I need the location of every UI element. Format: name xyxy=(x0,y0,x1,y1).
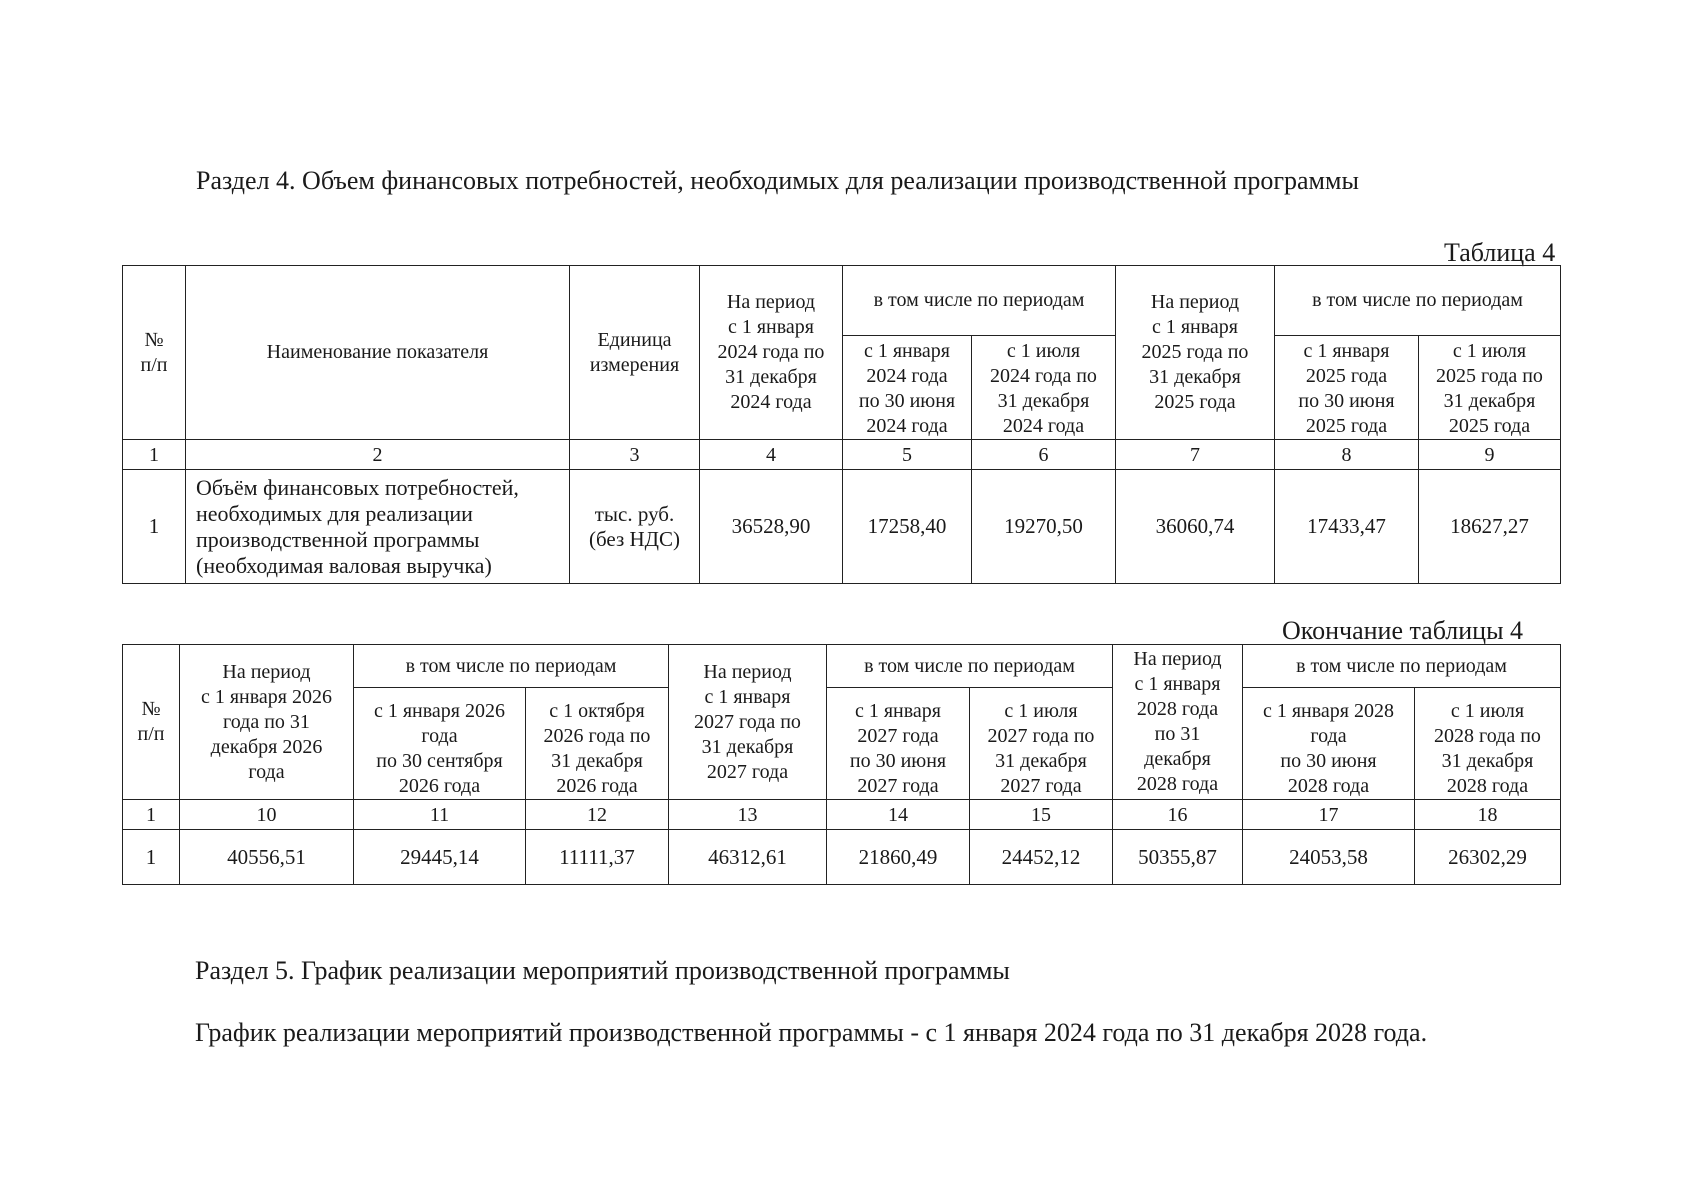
value-2026-b: 11111,37 xyxy=(526,830,669,885)
header-period-2025: На период с 1 января 2025 года по 31 декабря 2025 года xyxy=(1116,266,1275,440)
value-2027: 46312,61 xyxy=(669,830,827,885)
col-number: 5 xyxy=(843,440,972,470)
header-period-2024: На период с 1 января 2024 года по 31 декабря 2024 года xyxy=(700,266,843,440)
section-4-title: Раздел 4. Объем финансовых потребностей, необходимых для реализации производственной программы xyxy=(196,166,1359,195)
col-number: 6 xyxy=(972,440,1116,470)
row-unit: тыс. руб. (без НДС) xyxy=(570,470,700,584)
header-indicator-name: Наименование показателя xyxy=(186,266,570,440)
row-indicator-name: Объём финансовых потребностей, необходимых для реализации производственной программы (необходимая валовая выручка) xyxy=(186,470,570,584)
value-2025-h2: 18627,27 xyxy=(1419,470,1561,584)
header-2025-h2: с 1 июля 2025 года по 31 декабря 2025 года xyxy=(1419,336,1561,440)
header-subperiods-2026: в том числе по периодам xyxy=(354,645,669,688)
table-row xyxy=(123,470,1561,584)
col-number: 8 xyxy=(1275,440,1419,470)
table-row xyxy=(123,830,1561,885)
value-2025-h1: 17433,47 xyxy=(1275,470,1419,584)
col-number: 7 xyxy=(1116,440,1275,470)
header-2027-h1: с 1 января 2027 года по 30 июня 2027 года xyxy=(827,688,970,800)
table-4-caption: Таблица 4 xyxy=(1444,238,1556,267)
row-num: 1 xyxy=(123,470,186,584)
value-2024-h1: 17258,40 xyxy=(843,470,972,584)
col-number: 1 xyxy=(123,800,180,830)
header-2024-h1: с 1 января 2024 года по 30 июня 2024 года xyxy=(843,336,972,440)
col-number: 1 xyxy=(123,440,186,470)
value-2028-h1: 24053,58 xyxy=(1243,830,1415,885)
value-2024: 36528,90 xyxy=(700,470,843,584)
col-number: 15 xyxy=(970,800,1113,830)
header-2028-h2: с 1 июля 2028 года по 31 декабря 2028 года xyxy=(1415,688,1561,800)
header-2028-h1: с 1 января 2028 года по 30 июня 2028 года xyxy=(1243,688,1415,800)
value-2026-a: 29445,14 xyxy=(354,830,526,885)
header-unit: Единица измерения xyxy=(570,266,700,440)
col-number: 17 xyxy=(1243,800,1415,830)
header-num: № п/п xyxy=(123,645,180,800)
col-number: 12 xyxy=(526,800,669,830)
row-num: 1 xyxy=(123,830,180,885)
section-5-title: Раздел 5. График реализации мероприятий производственной программы xyxy=(195,956,1010,985)
col-number: 16 xyxy=(1113,800,1243,830)
section-5-text: График реализации мероприятий производственной программы - с 1 января 2024 года по 31 декабря 2028 года. xyxy=(195,1018,1428,1047)
table-4-continuation xyxy=(122,644,1561,885)
col-number: 2 xyxy=(186,440,570,470)
header-2024-h2: с 1 июля 2024 года по 31 декабря 2024 года xyxy=(972,336,1116,440)
col-number: 10 xyxy=(180,800,354,830)
header-2026-b: с 1 октября 2026 года по 31 декабря 2026 года xyxy=(526,688,669,800)
col-number: 4 xyxy=(700,440,843,470)
value-2026: 40556,51 xyxy=(180,830,354,885)
col-number: 18 xyxy=(1415,800,1561,830)
header-2026-a: с 1 января 2026 года по 30 сентября 2026 года xyxy=(354,688,526,800)
header-2027-h2: с 1 июля 2027 года по 31 декабря 2027 года xyxy=(970,688,1113,800)
header-period-2026: На период с 1 января 2026 года по 31 декабря 2026 года xyxy=(180,645,354,800)
value-2027-h1: 21860,49 xyxy=(827,830,970,885)
col-number: 9 xyxy=(1419,440,1561,470)
table-4 xyxy=(122,265,1561,584)
header-subperiods-2028: в том числе по периодам xyxy=(1243,645,1561,688)
header-period-2027: На период с 1 января 2027 года по 31 декабря 2027 года xyxy=(669,645,827,800)
header-period-2028: На период с 1 января 2028 года по 31 декабря 2028 года xyxy=(1113,645,1243,800)
header-2025-h1: с 1 января 2025 года по 30 июня 2025 года xyxy=(1275,336,1419,440)
header-subperiods-2027: в том числе по периодам xyxy=(827,645,1113,688)
value-2024-h2: 19270,50 xyxy=(972,470,1116,584)
value-2027-h2: 24452,12 xyxy=(970,830,1113,885)
value-2025: 36060,74 xyxy=(1116,470,1275,584)
header-subperiods-2024: в том числе по периодам xyxy=(843,266,1116,336)
header-num: № п/п xyxy=(123,266,186,440)
col-number: 3 xyxy=(570,440,700,470)
col-number: 11 xyxy=(354,800,526,830)
value-2028-h2: 26302,29 xyxy=(1415,830,1561,885)
value-2028: 50355,87 xyxy=(1113,830,1243,885)
header-subperiods-2025: в том числе по периодам xyxy=(1275,266,1561,336)
col-number: 13 xyxy=(669,800,827,830)
col-number: 14 xyxy=(827,800,970,830)
table-4-end-caption: Окончание таблицы 4 xyxy=(1282,616,1524,645)
